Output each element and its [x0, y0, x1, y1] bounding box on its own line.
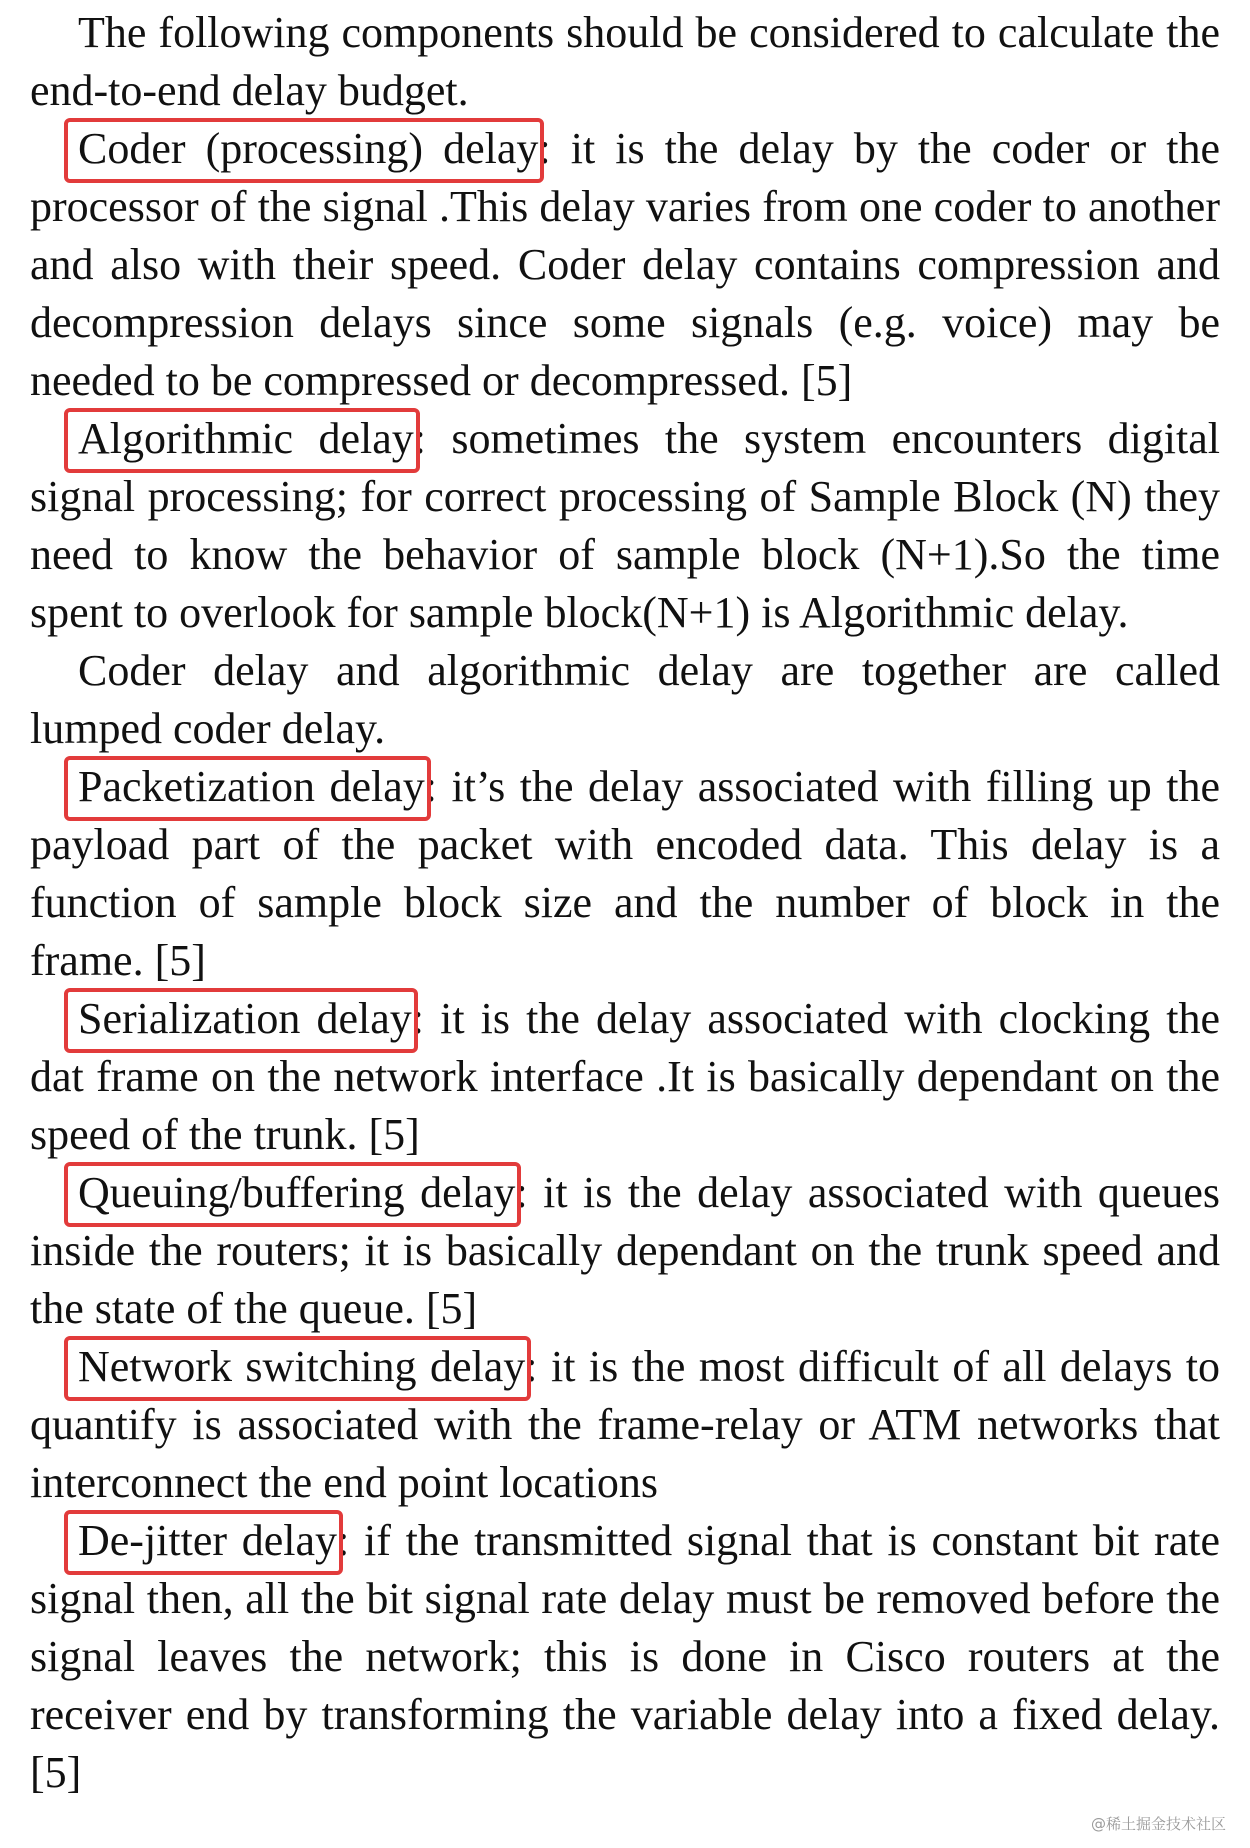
network-switching-delay-text: : it is the most difficult of all delays to quantify is associated with the frame-relay or ATM networks that interconnect the end point locations	[30, 1342, 1221, 1507]
network-switching-delay-paragraph	[30, 1338, 1220, 1512]
serialization-delay-paragraph	[30, 990, 1220, 1164]
serialization-delay-text: : it is the delay associated with clocking the dat frame on the network interface .It is basically dependant on the speed of the trunk. [5]	[30, 994, 1220, 1159]
de-jitter-delay-paragraph	[30, 1512, 1220, 1802]
algorithmic-delay-text: : sometimes the system encounters digital signal processing; for correct processing of Sample Block (N) they need to know the behavior of sample block (N+1).So the time spent to overlook for sample block(N+1) is Algorithmic delay.	[30, 414, 1220, 637]
packetization-delay-paragraph	[30, 758, 1220, 990]
document-page	[30, 4, 1220, 1802]
algorithmic-delay-term: Algorithmic delay	[78, 414, 414, 463]
intro-paragraph	[30, 4, 1220, 120]
queuing-delay-term: Queuing/buffering delay	[78, 1168, 516, 1217]
network-switching-delay-term: Network switching delay	[78, 1342, 526, 1391]
lumped-coder-paragraph	[30, 642, 1220, 758]
coder-delay-text: : it is the delay by the coder or the processor of the signal .This delay varies from one coder to another and also with their speed. Coder delay contains compression and decompression delays since some signals (e.g. voice) may be needed to be compressed or decompressed. [5]	[30, 124, 1220, 405]
coder-delay-paragraph	[30, 120, 1220, 410]
de-jitter-delay-text: : if the transmitted signal that is constant bit rate signal then, all the bit signal rate delay must be removed before the signal leaves the network; this is done in Cisco routers at the receiver end by transforming the variable delay into a fixed delay. [5]	[30, 1516, 1220, 1797]
queuing-delay-text: : it is the delay associated with queues inside the routers; it is basically dependant on the trunk speed and the state of the queue. [5]	[30, 1168, 1221, 1333]
algorithmic-delay-paragraph	[30, 410, 1220, 642]
serialization-delay-term: Serialization delay	[78, 994, 412, 1043]
coder-delay-term: Coder (processing) delay	[78, 124, 539, 173]
watermark: @稀土掘金技术社区	[1090, 1815, 1226, 1833]
packetization-delay-term: Packetization delay	[78, 762, 425, 811]
de-jitter-delay-term: De-jitter delay	[78, 1516, 338, 1565]
packetization-delay-text: : it’s the delay associated with filling up the payload part of the packet with encoded data. This delay is a function of sample block size and the number of block in the frame. [5]	[30, 762, 1220, 985]
lumped-coder-text: Coder delay and algorithmic delay are together are called lumped coder delay.	[30, 646, 1220, 753]
intro-text: The following components should be considered to calculate the end-to-end delay budget.	[30, 8, 1220, 115]
queuing-delay-paragraph	[30, 1164, 1220, 1338]
